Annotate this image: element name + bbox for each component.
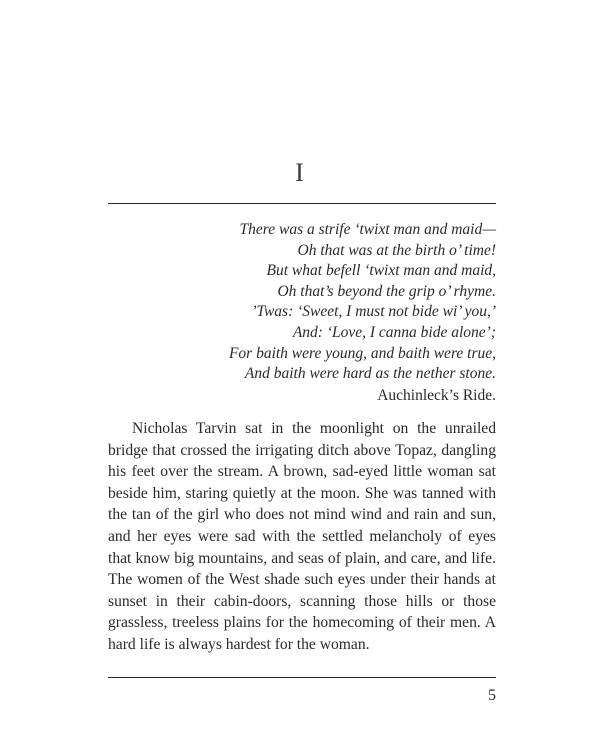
epigraph-line: And: ‘Love, I canna bide alone’; <box>292 323 496 341</box>
epigraph-line: And baith were hard as the nether stone. <box>244 365 496 383</box>
body-paragraph: Nicholas Tarvin sat in the moonlight on the unrailed bridge that crossed the irrigating ditch above Topaz, dangling his feet over the stream. A brown, sad-eyed little woman sat beside him, staring quietly at the moon. She was tanned with the tan of the girl who does not mind wind and rain and sun, and her eyes were sad with the settled melancholy of eyes that know big mountains, and seas of plain, and care, and life. The women of the West shade such eyes under their hands at sunset in their cabin-doors, scanning those hills or those grassless, treeless plains for the homecoming of their men. A hard life is always hardest for the woman. <box>108 420 496 653</box>
epigraph-line: Oh that was at the birth o’ time! <box>297 241 496 259</box>
epigraph-line: There was a strife ‘twixt man and maid— <box>239 221 496 238</box>
epigraph-source: Auchinleck’s Ride. <box>377 386 496 404</box>
bottom-rule <box>108 677 496 678</box>
epigraph-line: For baith were young, and baith were true, <box>228 344 496 362</box>
top-rule <box>108 203 496 204</box>
epigraph <box>229 220 496 407</box>
chapter-number: I <box>295 158 305 187</box>
epigraph-line: Oh that’s beyond the grip o’ rhyme. <box>277 282 496 300</box>
epigraph-line: But what befell ‘twixt man and maid, <box>266 262 496 280</box>
page-number: 5 <box>488 687 496 704</box>
epigraph-line: ’Twas: ‘Sweet, I must not bide wi’ you,’ <box>251 303 496 321</box>
